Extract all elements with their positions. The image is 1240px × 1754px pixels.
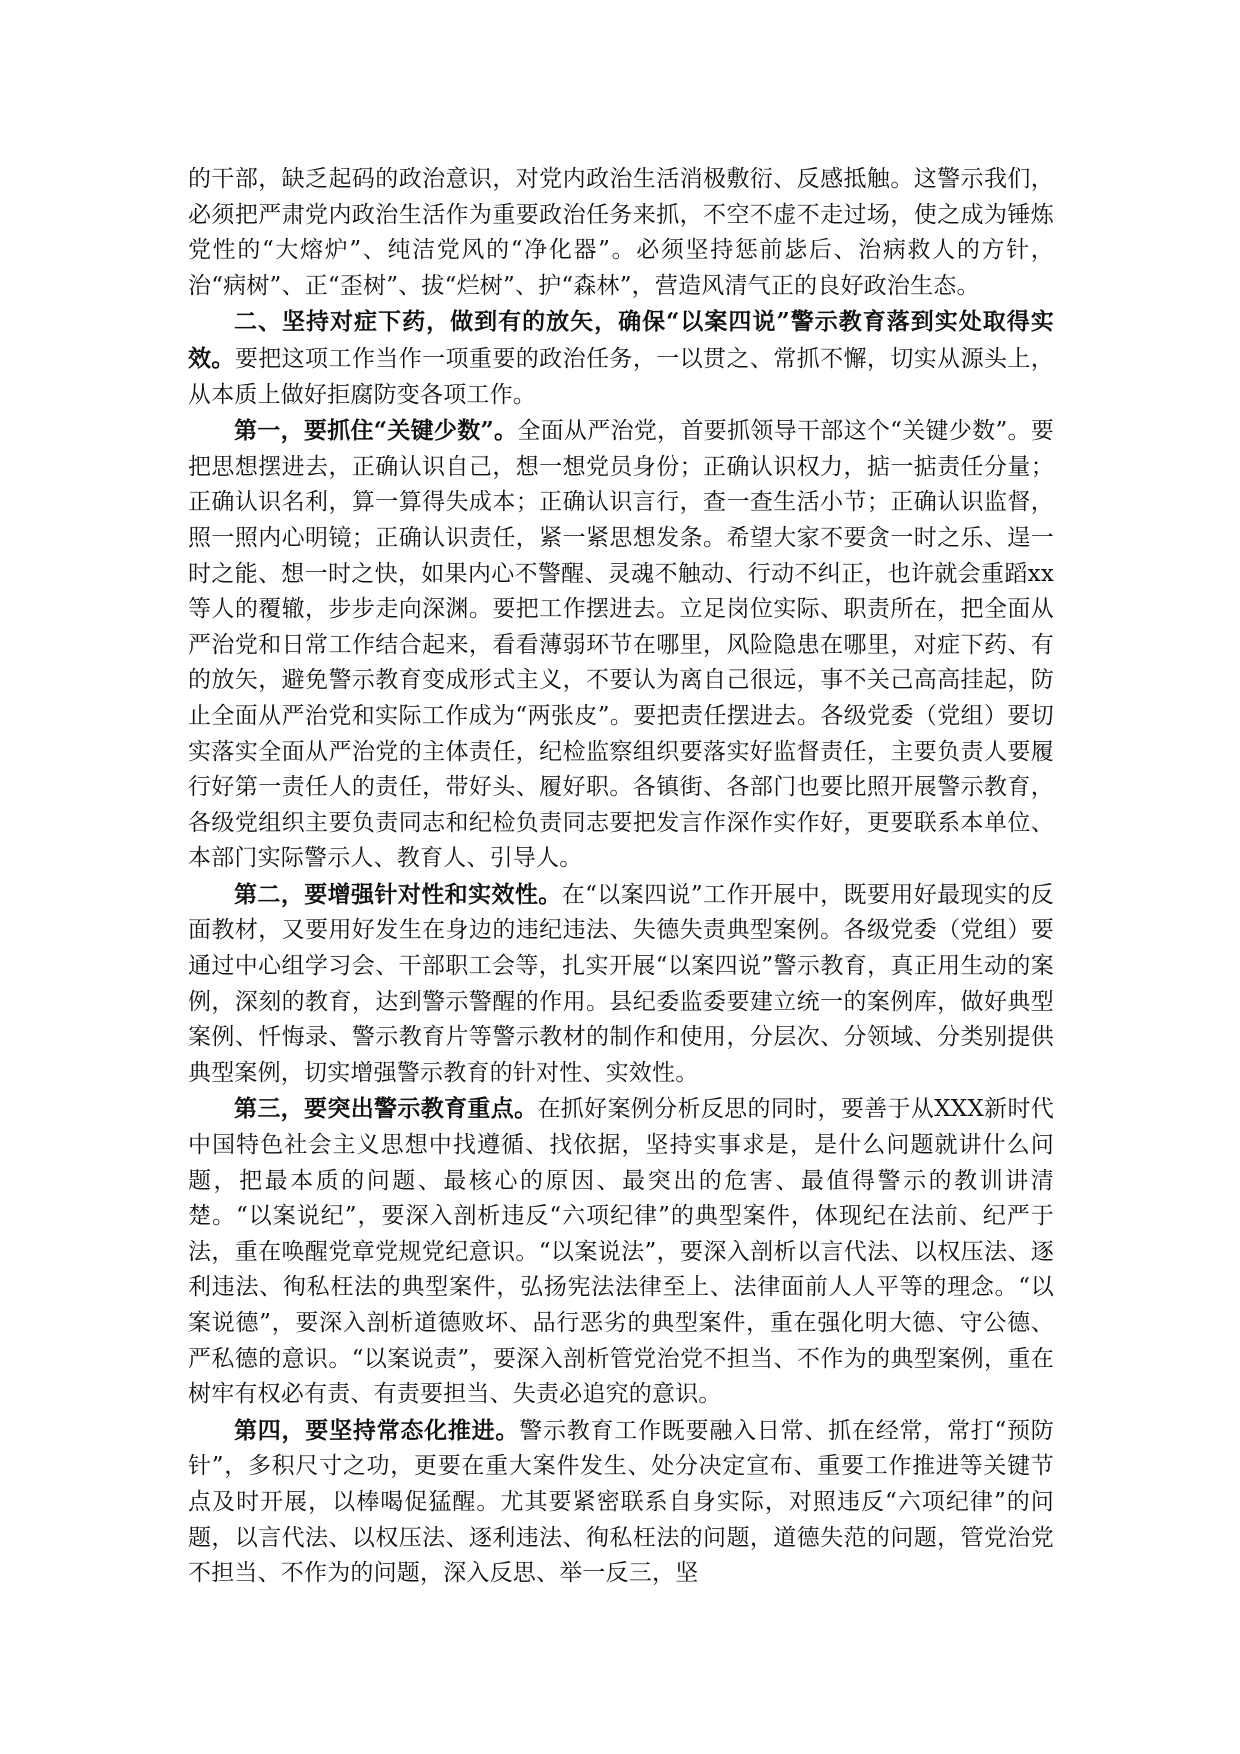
paragraph-4-text: 在“以案四说”工作开展中，既要用好最现实的反面教材，又要用好发生在身边的违纪违法、失德失责典型案例。各级党委（党组）要通过中心组学习会、干部职工会等，扎实开展“以案四说”警示教育，真正用生动的案例，深刻的教育，达到警示警醒的作用。县纪委监委要建立统一的案例库，做好典型案例、忏悔录、警示教育片等警示教材的制作和使用，分层次、分领域、分类别提供典型案例，切实增强警示教育的针对性、实效性。 — [188, 881, 1054, 1086]
paragraph-1-text: 的干部，缺乏起码的政治意识，对党内政治生活消极敷衍、反感抵触。这警示我们，必须把严肃党内政治生活作为重要政治任务来抓，不空不虚不走过场，使之成为锤炼党性的“大熔炉”、纯洁党风的“净化器”。必须坚持惩前毖后、治病救人的方针，治“病树”、正“歪树”、拔“烂树”、护“森林”，营造风清气正的良好政治生态。 — [188, 166, 1054, 299]
paragraph-3-text: 全面从严治党，首要抓领导干部这个“关键少数”。要把思想摆进去，正确认识自己，想一想党员身份；正确认识权力，掂一掂责任分量；正确认识名利，算一算得失成本；正确认识言行，查一查生活小节；正确认识监督，照一照内心明镜；正确认识责任，紧一紧思想发条。希望大家不要贪一时之乐、逞一时之能、想一时之快，如果内心不警醒、灵魂不触动、行动不纠正，也许就会重蹈xx等人的覆辙，步步走向深渊。要把工作摆进去。立足岗位实际、职责所在，把全面从严治党和日常工作结合起来，看看薄弱环节在哪里，风险隐患在哪里，对症下药、有的放矢，避免警示教育变成形式主义，不要认为离自己很远，事不关己高高挂起，防止全面从严治党和实际工作成为“两张皮”。要把责任摆进去。各级党委（党组）要切实落实全面从严治党的主体责任，纪检监察组织要落实好监督责任，主要负责人要履行好第一责任人的责任，带好头、履好职。各镇街、各部门也要比照开展警示教育，各级党组织主要负责同志和纪检负责同志要把发言作深作实作好，更要联系本单位、本部门实际警示人、教育人、引导人。 — [188, 418, 1054, 872]
paragraph-5-text: 在抓好案例分析反思的同时，要善于从XXX新时代中国特色社会主义思想中找遵循、找依据，坚持实事求是，是什么问题就讲什么问题，把最本质的问题、最核心的原因、最突出的危害、最值得警示的教训讲清楚。“以案说纪”，要深入剖析违反“六项纪律”的典型案件，体现纪在法前、纪严于法，重在唤醒党章党规党纪意识。“以案说法”，要深入剖析以言代法、以权压法、逐利违法、徇私枉法的典型案件，弘扬宪法法律至上、法律面前人人平等的理念。“以案说德”，要深入剖析道德败坏、品行恶劣的典型案件，重在强化明大德、守公德、严私德的意识。“以案说责”，要深入剖析管党治党不担当、不作为的典型案例，重在树牢有权必有责、有责要担当、失责必追究的意识。 — [188, 1096, 1054, 1408]
paragraph-6 — [188, 1413, 1054, 1592]
paragraph-2-text: 要把这项工作当作一项重要的政治任务，一以贯之、常抓不懈，切实从源头上，从本质上做好拒腐防变各项工作。 — [188, 345, 1054, 408]
paragraph-4 — [188, 877, 1054, 1092]
paragraph-2 — [188, 304, 1054, 413]
document-page — [188, 162, 1054, 1592]
paragraph-5 — [188, 1091, 1054, 1412]
paragraph-6-heading: 第四，要坚持常态化推进。 — [234, 1416, 520, 1444]
paragraph-3-heading: 第一，要抓住“关键少数”。 — [234, 417, 518, 445]
paragraph-2-heading: 二、坚持对症下药，做到有的放矢，确保“以案四说”警示教育落到实处取得实效。 — [188, 308, 1054, 372]
paragraph-4-heading: 第二，要增强针对性和实效性。 — [234, 880, 562, 908]
paragraph-3 — [188, 413, 1054, 877]
paragraph-1 — [188, 162, 1054, 304]
paragraph-6-text: 警示教育工作既要融入日常、抓在经常，常打“预防针”，多积尺寸之功，更要在重大案件发生、处分决定宣布、重要工作推进等关键节点及时开展，以棒喝促猛醒。尤其要紧密联系自身实际，对照违反“六项纪律”的问题，以言代法、以权压法、逐利违法、徇私枉法的问题，道德失范的问题，管党治党不担当、不作为的问题，深入反思、举一反三，坚 — [188, 1417, 1055, 1587]
paragraph-5-heading: 第三，要突出警示教育重点。 — [234, 1095, 538, 1123]
